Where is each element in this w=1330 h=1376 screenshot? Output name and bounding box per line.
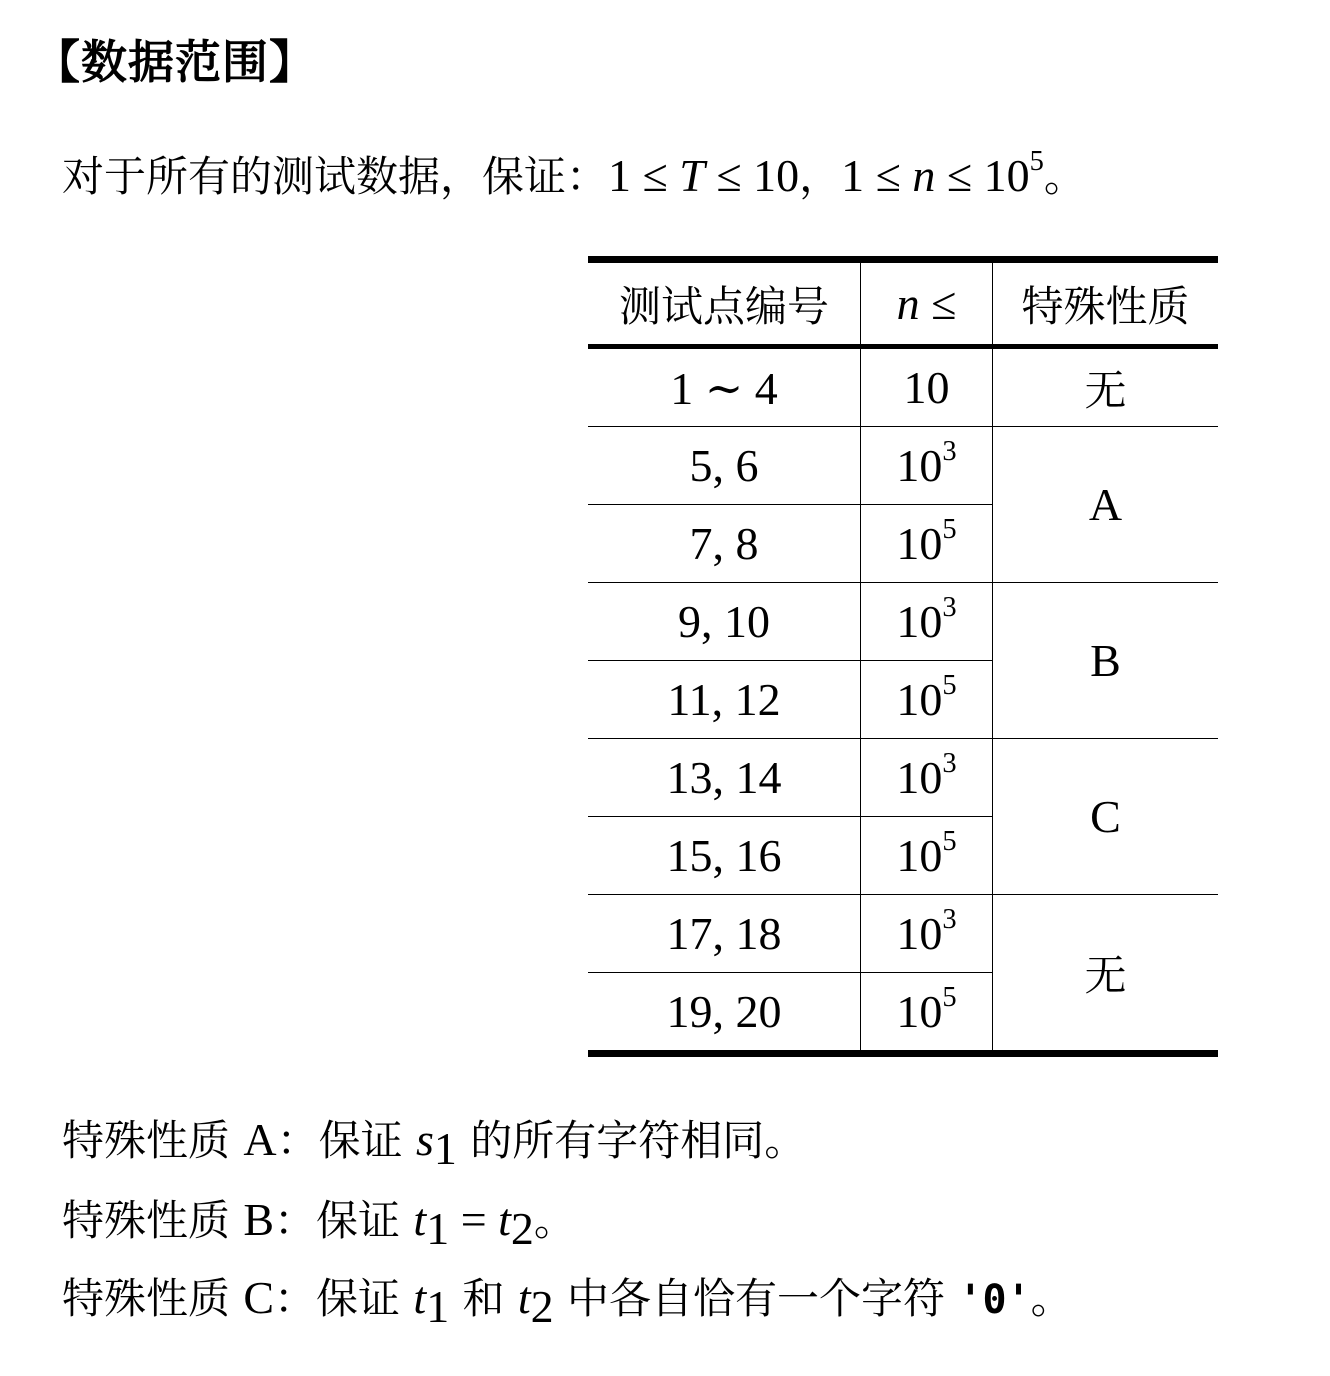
- cell-n-bound: [861, 817, 993, 895]
- property-b-eq: =: [449, 1194, 499, 1245]
- n-base: 10: [903, 362, 950, 413]
- n-exponent: 3: [942, 592, 957, 624]
- cell-n-bound: [861, 895, 993, 973]
- table-row: [588, 583, 1218, 661]
- cell-n-bound: [861, 583, 993, 661]
- property-c-and: 和: [449, 1274, 518, 1323]
- n-base: 10: [896, 908, 943, 959]
- property-c-letter: C: [243, 1272, 275, 1323]
- n-exponent: 5: [942, 670, 957, 702]
- property-b-colon: ：保证: [274, 1196, 414, 1245]
- n-exponent: 5: [942, 982, 957, 1014]
- table-header-row: [588, 260, 1218, 347]
- cell-property: C: [993, 739, 1219, 895]
- cell-n-bound: [861, 739, 993, 817]
- cell-tests: 13, 14: [588, 739, 861, 817]
- n-base: 10: [896, 986, 943, 1037]
- property-c-code: '0': [958, 1277, 1031, 1323]
- table-row: [588, 347, 1218, 427]
- t-upper-bound: ≤ 10: [704, 150, 800, 201]
- property-c-middle: 中各自恰有一个字符: [553, 1274, 959, 1323]
- property-b-var2: t: [498, 1194, 511, 1245]
- n-exponent: 3: [942, 436, 957, 468]
- cell-property: 无: [993, 347, 1219, 427]
- property-c-var2: t: [517, 1272, 531, 1323]
- n-base: 10: [896, 830, 943, 881]
- range-separator: ，: [799, 152, 842, 201]
- n-exponent: 3: [942, 748, 957, 780]
- table-row: [588, 739, 1218, 817]
- cell-property: A: [993, 427, 1219, 583]
- table-row: [588, 427, 1218, 505]
- cell-tests: 9, 10: [588, 583, 861, 661]
- property-c-colon: ：保证: [274, 1274, 414, 1323]
- n-base: 10: [896, 518, 943, 569]
- n-base: 10: [896, 674, 943, 725]
- n-upper-exponent: 5: [1029, 146, 1044, 178]
- property-b-label: 特殊性质: [62, 1196, 244, 1245]
- property-a-colon: ：保证: [276, 1116, 416, 1165]
- n-upper-base: ≤ 10: [935, 150, 1030, 201]
- data-range-sentence: [62, 146, 1086, 207]
- cell-tests: 1 ∼ 4: [588, 347, 861, 427]
- cell-property: 无: [1084, 950, 1127, 1000]
- n-base: 10: [896, 596, 943, 647]
- test-data-table: [588, 256, 1218, 1057]
- cell-tests: 15, 16: [588, 817, 861, 895]
- cell-n-bound: [861, 347, 993, 427]
- property-b-sub2: 2: [510, 1203, 534, 1255]
- property-a-label: 特殊性质: [62, 1116, 244, 1165]
- section-title: 【数据范围】: [34, 35, 316, 89]
- property-c-label: 特殊性质: [62, 1274, 244, 1323]
- property-b-letter: B: [243, 1194, 275, 1245]
- cell-tests: 19, 20: [588, 973, 861, 1054]
- cell-n-bound: [861, 661, 993, 739]
- n-lower-bound: 1 ≤: [841, 150, 913, 201]
- header-test-id: 测试点编号: [588, 260, 861, 347]
- header-n-var: n: [896, 278, 920, 329]
- property-c-rest: 。: [1030, 1274, 1073, 1323]
- cell-n-bound: [861, 505, 993, 583]
- property-c-description: [62, 1268, 1073, 1333]
- property-a-description: [62, 1110, 807, 1175]
- property-c-var1: t: [413, 1272, 427, 1323]
- property-a-letter: A: [243, 1114, 277, 1165]
- n-upper-bound: [935, 146, 1044, 201]
- n-exponent: 5: [942, 514, 957, 546]
- property-b-var1: t: [413, 1194, 427, 1245]
- n-base: 10: [896, 752, 943, 803]
- cell-property: B: [993, 583, 1219, 739]
- header-property: 特殊性质: [993, 260, 1219, 347]
- n-base: 10: [896, 440, 943, 491]
- property-a-var: s: [415, 1114, 434, 1165]
- cell-tests: 7, 8: [588, 505, 861, 583]
- cell-tests: 17, 18: [588, 895, 861, 973]
- property-b-description: [62, 1190, 576, 1255]
- header-n-bound: [861, 260, 993, 347]
- n-exponent: 5: [942, 826, 957, 858]
- property-c-sub2: 2: [530, 1281, 554, 1333]
- cell-n-bound: [861, 427, 993, 505]
- property-c-sub1: 1: [426, 1281, 450, 1333]
- cell-tests: 11, 12: [588, 661, 861, 739]
- table-row: [588, 895, 1218, 973]
- property-b-sub1: 1: [426, 1203, 450, 1255]
- property-b-rest: 。: [533, 1196, 576, 1245]
- t-lower-bound: 1 ≤: [608, 150, 680, 201]
- n-exponent: 3: [942, 904, 957, 936]
- cell-tests: 5, 6: [588, 427, 861, 505]
- t-variable: T: [679, 150, 705, 201]
- property-a-sub: 1: [433, 1123, 457, 1175]
- property-a-rest: 的所有字符相同。: [456, 1116, 807, 1165]
- n-variable: n: [912, 150, 936, 201]
- range-prefix: 对于所有的测试数据，保证：: [62, 152, 609, 201]
- header-n-le: ≤: [919, 278, 957, 329]
- cell-n-bound: [861, 973, 993, 1054]
- range-suffix: 。: [1043, 152, 1086, 201]
